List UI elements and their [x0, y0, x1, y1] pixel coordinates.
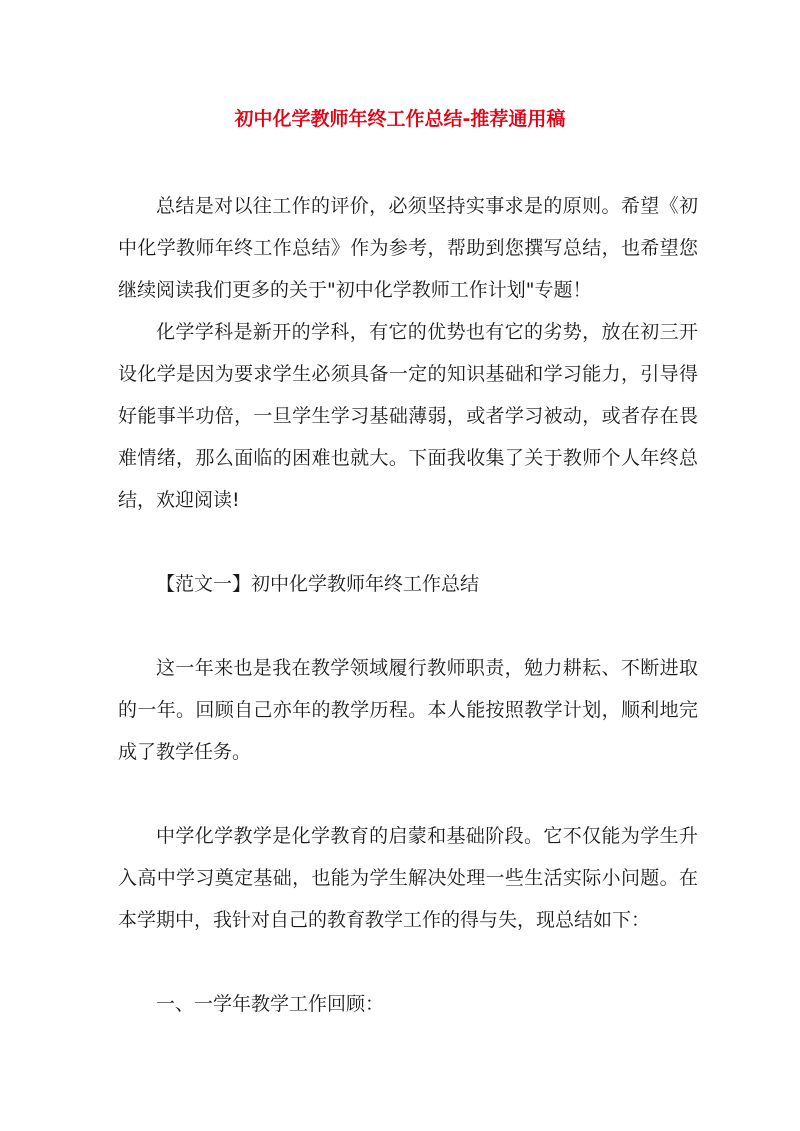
section-heading-review: 一、一学年教学工作回顾： — [156, 993, 385, 1015]
intro-paragraph: 总结是对以往工作的评价，必须坚持实事求是的原则。希望《初中化学教师年终工作总结》作为参考，帮助到您撰写总结，也希望您继续阅读我们更多的关于"初中化学教师工作计划"专题！ — [118, 195, 698, 301]
section-heading-sample-one: 【范文一】初中化学教师年终工作总结 — [156, 573, 480, 595]
background-paragraph: 化学学科是新开的学科，有它的优势也有它的劣势，放在初三开设化学是因为要求学生必须具备一定的知识基础和学习能力，引导得好能事半功倍，一旦学生学习基础薄弱，或者学习被动，或者存在畏难情绪，那么面临的困难也就大。下面我收集了关于教师个人年终总结，欢迎阅读! — [118, 321, 698, 511]
teaching-stage-paragraph: 中学化学教学是化学教育的启蒙和基础阶段。它不仅能为学生升入高中学习奠定基础，也能为学生解决处理一些生活实际小问题。在本学期中，我针对自己的教育教学工作的得与失，现总结如下： — [118, 825, 698, 931]
year-review-paragraph: 这一年来也是我在教学领域履行教师职责，勉力耕耘、不断进取的一年。回顾自己亦年的教学历程。本人能按照教学计划，顺利地完成了教学任务。 — [118, 657, 698, 763]
document-body — [118, 185, 698, 1025]
document-title: 初中化学教师年终工作总结-推荐通用稿 — [234, 108, 566, 130]
